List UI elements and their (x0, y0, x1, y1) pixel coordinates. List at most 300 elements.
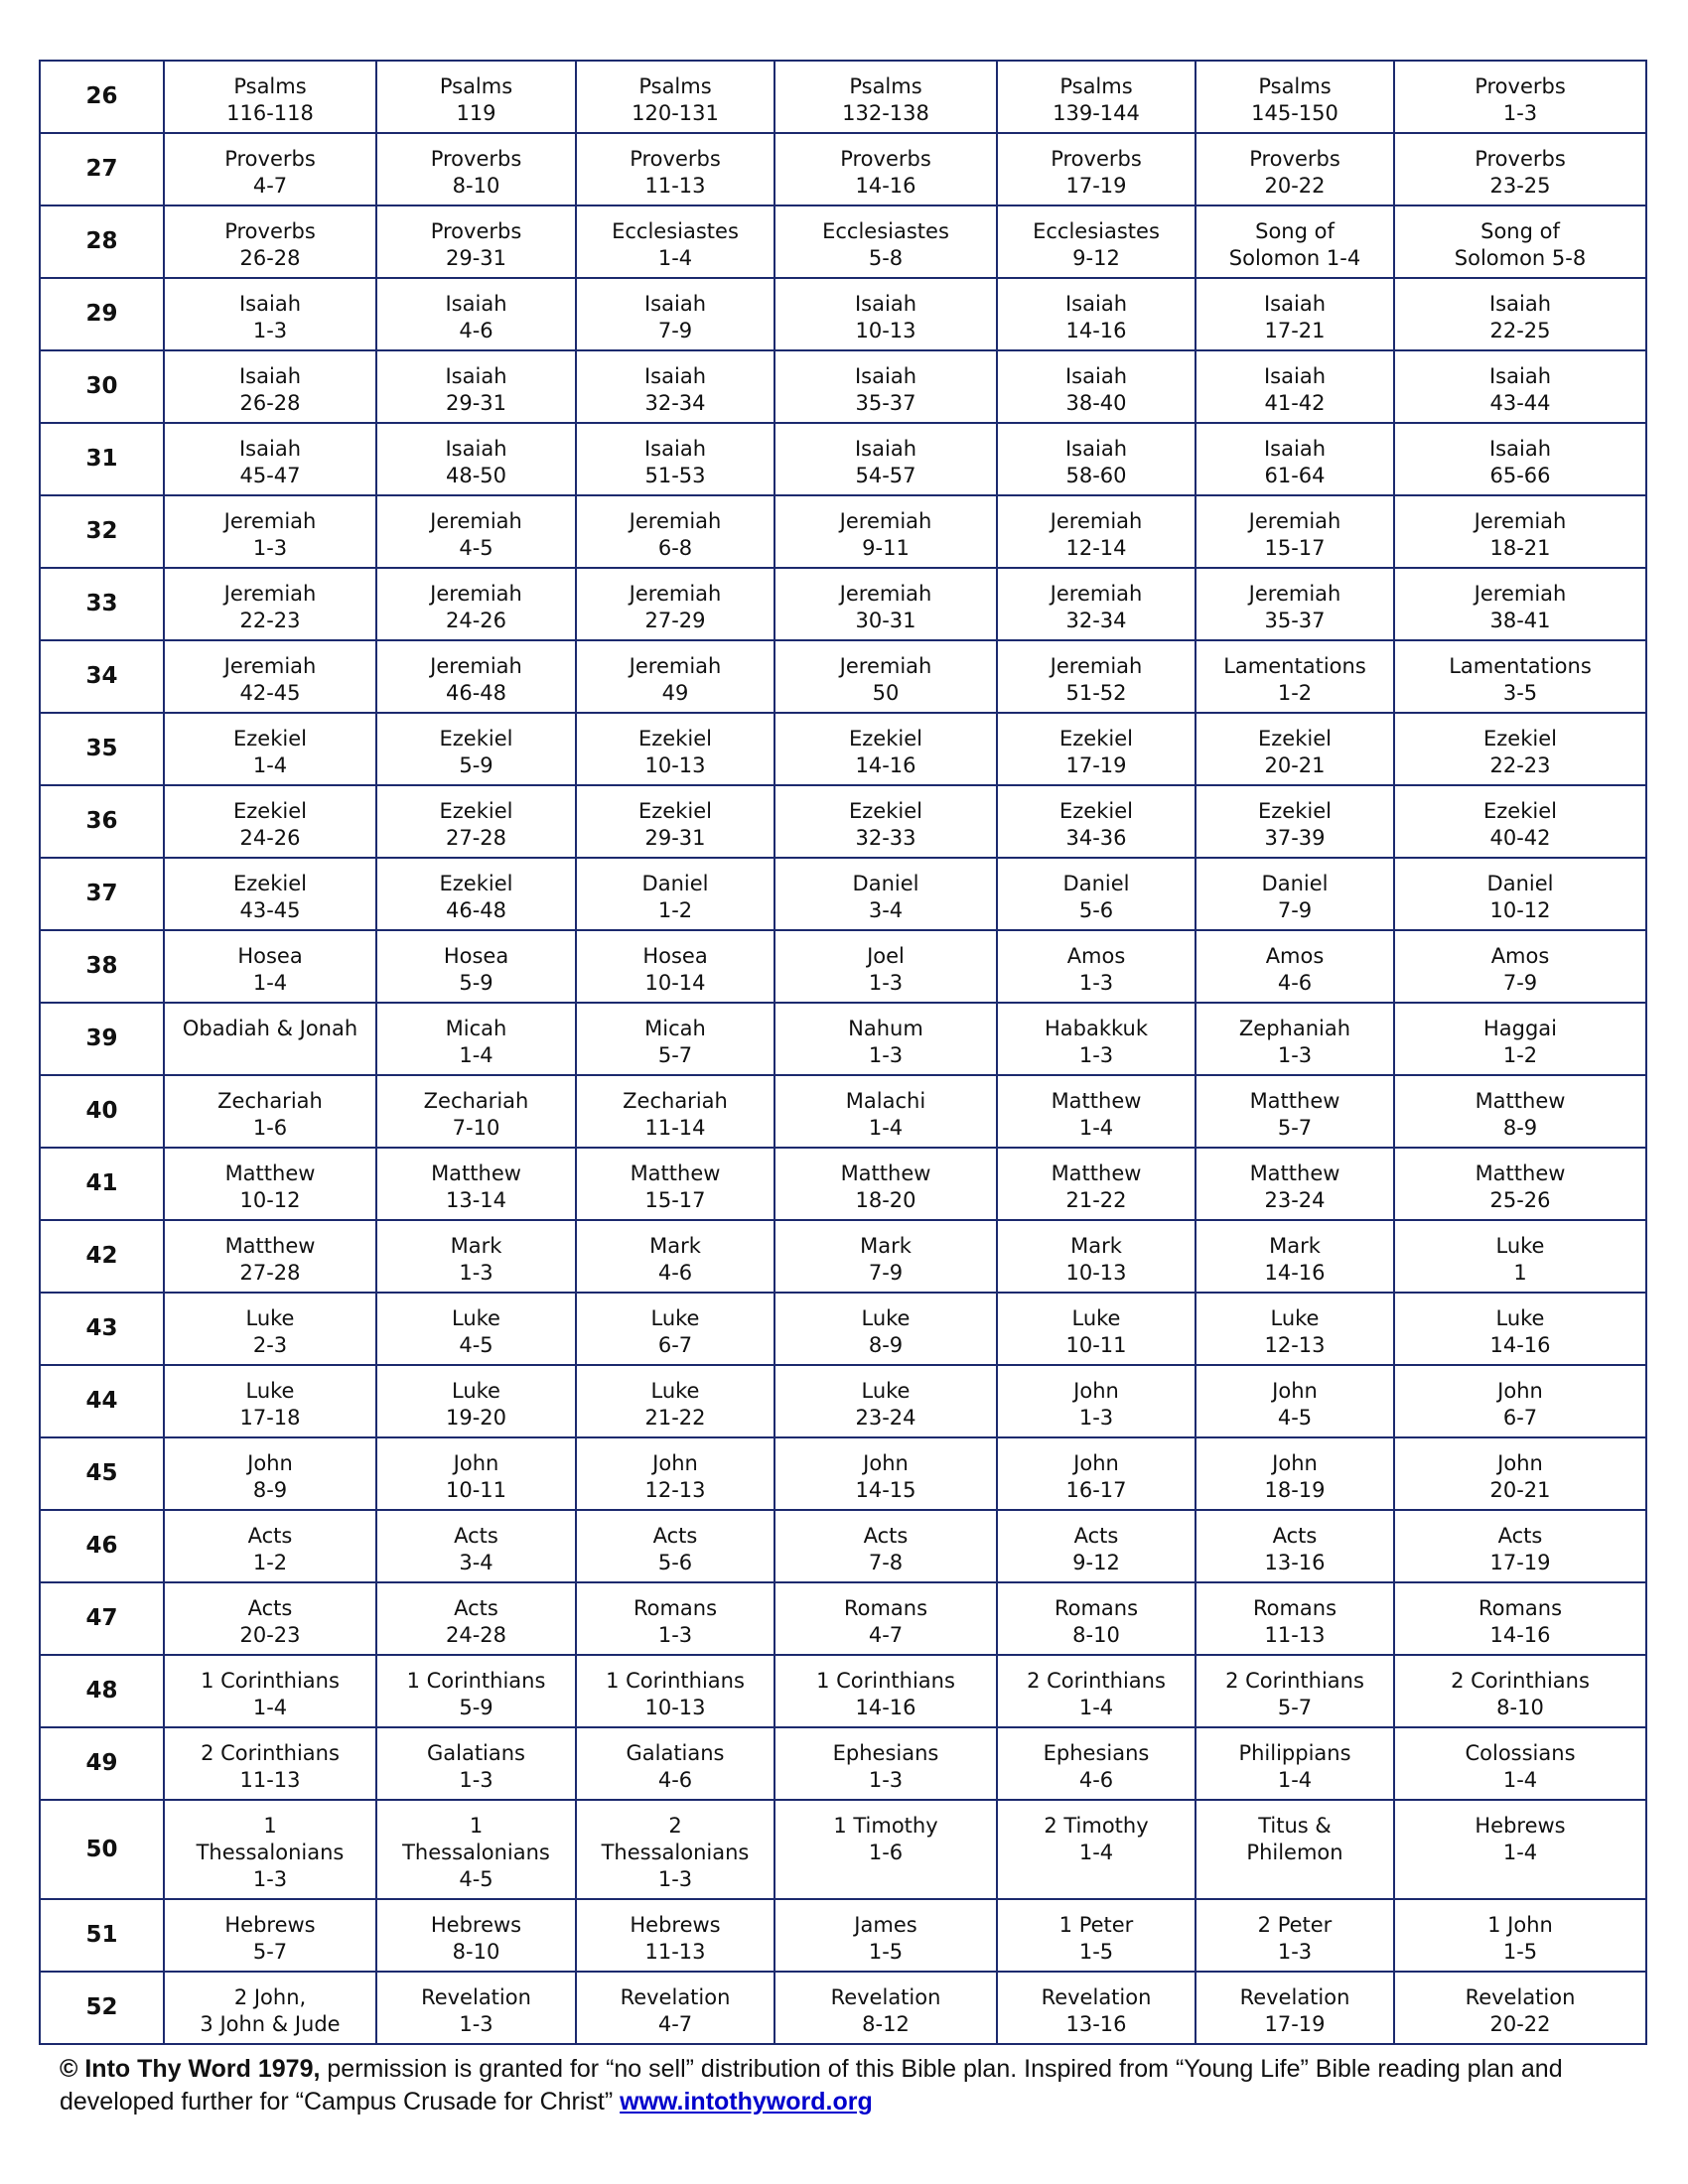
reading-text: 4-6 (1277, 971, 1313, 995)
reading-cell (1394, 640, 1646, 713)
reading-text: Thessalonians (402, 1841, 550, 1864)
reading-cell (774, 205, 997, 278)
reading-text: Proverbs (1475, 74, 1566, 98)
reading-cell (164, 1220, 376, 1293)
reading-cell (576, 1148, 774, 1220)
reading-cell (164, 568, 376, 640)
reading-text: 24-26 (445, 609, 507, 632)
reading-cell (576, 205, 774, 278)
week-number: 29 (40, 278, 164, 350)
reading-text: 1-3 (657, 1623, 693, 1647)
reading-text: 1-3 (459, 2012, 493, 2036)
reading-text: James (854, 1913, 917, 1937)
reading-text: 13-16 (1264, 1551, 1326, 1574)
reading-text: 8-9 (868, 1333, 904, 1357)
reading-text: Acts (454, 1524, 498, 1548)
reading-text: Luke (650, 1379, 700, 1403)
reading-text: 1 (263, 1814, 277, 1838)
reading-text: 58-60 (1065, 464, 1127, 487)
reading-text: Romans (1252, 1596, 1337, 1620)
week-row (40, 1727, 1646, 1800)
reading-cell (774, 1075, 997, 1148)
reading-text: Luke (861, 1379, 911, 1403)
reading-text: Proverbs (224, 219, 316, 243)
reading-text: 8-10 (1072, 1623, 1120, 1647)
reading-text: 8-12 (862, 2012, 910, 2036)
reading-text: Isaiah (854, 292, 916, 316)
reading-text: 6-7 (1502, 1406, 1538, 1430)
reading-cell (1394, 1800, 1646, 1899)
reading-text: 29-31 (445, 391, 507, 415)
reading-cell (164, 1437, 376, 1510)
reading-text: Matthew (1475, 1161, 1566, 1185)
reading-cell (774, 1972, 997, 2044)
reading-cell (997, 278, 1196, 350)
reading-cell (164, 350, 376, 423)
reading-text: Micah (445, 1017, 507, 1040)
reading-text: 46-48 (445, 681, 507, 705)
reading-text: 41-42 (1264, 391, 1326, 415)
reading-text: 1 John (1487, 1913, 1553, 1937)
reading-cell (774, 1293, 997, 1365)
reading-text: 10-13 (1065, 1261, 1127, 1285)
reading-text: Romans (1054, 1596, 1139, 1620)
reading-text: 11-13 (1264, 1623, 1326, 1647)
reading-cell (576, 640, 774, 713)
reading-text: Ezekiel (849, 799, 922, 823)
reading-text: Jeremiah (629, 582, 722, 606)
reading-text: Joel (867, 944, 905, 968)
reading-text: Mark (1070, 1234, 1122, 1258)
reading-text: 139-144 (1053, 101, 1140, 125)
reading-text: Isaiah (1064, 437, 1127, 461)
reading-text: 7-9 (657, 319, 693, 342)
reading-text: 15-17 (1264, 536, 1326, 560)
reading-text: 9-12 (1072, 246, 1120, 270)
reading-text: John (1272, 1379, 1318, 1403)
reading-cell (164, 423, 376, 495)
reading-cell (164, 1075, 376, 1148)
reading-text: 14-16 (1489, 1623, 1551, 1647)
reading-cell (1196, 640, 1394, 713)
reading-cell (576, 1972, 774, 2044)
reading-text: Psalms (1258, 74, 1332, 98)
reading-text: 13-14 (445, 1188, 507, 1212)
reading-text: Isaiah (1488, 292, 1551, 316)
week-number: 39 (40, 1003, 164, 1075)
reading-text: 5-9 (459, 971, 493, 995)
reading-text: 1 Corinthians (606, 1669, 745, 1693)
reading-text: 116-118 (226, 101, 314, 125)
reading-cell (1394, 1510, 1646, 1582)
reading-text: Isaiah (238, 437, 301, 461)
website-link[interactable]: www.intothyword.org (620, 2088, 873, 2116)
reading-cell (774, 1655, 997, 1727)
reading-cell (576, 568, 774, 640)
reading-text: 1-4 (1078, 1696, 1114, 1719)
reading-text: Isaiah (1263, 437, 1326, 461)
reading-text: 8-10 (452, 1940, 500, 1964)
reading-text: John (863, 1451, 909, 1475)
reading-cell (164, 1148, 376, 1220)
reading-text: 10-12 (1489, 898, 1551, 922)
reading-cell (1394, 1003, 1646, 1075)
reading-text: Proverbs (430, 147, 522, 171)
reading-text: 12-13 (1264, 1333, 1326, 1357)
week-row (40, 1800, 1646, 1899)
reading-text: Luke (452, 1379, 500, 1403)
reading-text: Isaiah (1263, 292, 1326, 316)
reading-text: Ezekiel (849, 727, 922, 751)
reading-cell (1394, 1148, 1646, 1220)
reading-text: Ecclesiastes (612, 219, 739, 243)
reading-text: John (1073, 1379, 1119, 1403)
week-number: 42 (40, 1220, 164, 1293)
reading-cell (774, 1220, 997, 1293)
reading-text: Micah (644, 1017, 706, 1040)
reading-text: Psalms (233, 74, 307, 98)
reading-text: Solomon 5-8 (1454, 246, 1587, 270)
reading-cell (1196, 1510, 1394, 1582)
reading-cell (774, 1365, 997, 1437)
reading-text: 2 Corinthians (1451, 1669, 1590, 1693)
reading-text: Acts (1497, 1524, 1543, 1548)
reading-text: Revelation (1465, 1985, 1576, 2009)
reading-text: 1-3 (252, 319, 288, 342)
reading-text: Daniel (641, 872, 709, 895)
reading-cell (1196, 1148, 1394, 1220)
reading-text: John (1073, 1451, 1119, 1475)
reading-text: Ecclesiastes (1033, 219, 1160, 243)
reading-text: 4-5 (1277, 1406, 1313, 1430)
reading-text: Jeremiah (430, 509, 522, 533)
reading-text: 48-50 (445, 464, 507, 487)
reading-text: 43-44 (1489, 391, 1551, 415)
reading-text: Luke (861, 1306, 911, 1330)
reading-text: Ezekiel (439, 872, 513, 895)
reading-cell (376, 1075, 576, 1148)
reading-text: Ezekiel (233, 799, 307, 823)
reading-cell (576, 1655, 774, 1727)
reading-text: 5-7 (657, 1043, 693, 1067)
reading-text: 23-24 (855, 1406, 916, 1430)
reading-text: Zechariah (423, 1089, 529, 1113)
reading-cell (576, 423, 774, 495)
reading-text: Proverbs (630, 147, 721, 171)
reading-text: 20-22 (1489, 2012, 1551, 2036)
reading-cell (1394, 568, 1646, 640)
week-number: 38 (40, 930, 164, 1003)
reading-text: 1-3 (252, 1867, 288, 1891)
reading-text: Isaiah (1488, 437, 1551, 461)
week-number: 33 (40, 568, 164, 640)
reading-cell (774, 1582, 997, 1655)
reading-cell (1394, 1655, 1646, 1727)
reading-text: 1-3 (868, 1043, 904, 1067)
reading-text: Luke (1495, 1234, 1545, 1258)
reading-text: Jeremiah (1474, 582, 1567, 606)
reading-text: 46-48 (445, 898, 507, 922)
reading-text: Isaiah (238, 364, 301, 388)
reading-text: Jeremiah (430, 582, 522, 606)
reading-cell (576, 1293, 774, 1365)
reading-cell (376, 1510, 576, 1582)
reading-cell (376, 1727, 576, 1800)
week-number: 36 (40, 785, 164, 858)
reading-cell (1196, 1365, 1394, 1437)
reading-text: 1-4 (459, 1043, 493, 1067)
reading-text: Proverbs (1051, 147, 1142, 171)
reading-text: 5-7 (252, 1940, 288, 1964)
reading-cell (576, 495, 774, 568)
reading-cell (376, 1972, 576, 2044)
reading-text: Matthew (224, 1234, 316, 1258)
reading-text: 1-6 (252, 1116, 288, 1140)
reading-text: Song of (1255, 219, 1335, 243)
reading-text: 24-26 (239, 826, 301, 850)
reading-text: 4-6 (459, 319, 493, 342)
reading-text: Matthew (1475, 1089, 1566, 1113)
reading-cell (997, 1655, 1196, 1727)
reading-text: Acts (454, 1596, 498, 1620)
reading-text: 34-36 (1065, 826, 1127, 850)
reading-text: 35-37 (855, 391, 916, 415)
reading-text: Zechariah (623, 1089, 728, 1113)
reading-text: 32-33 (855, 826, 916, 850)
reading-cell (376, 133, 576, 205)
reading-text: 27-28 (445, 826, 507, 850)
reading-text: Matthew (224, 1161, 316, 1185)
reading-cell (376, 423, 576, 495)
reading-text: 14-16 (855, 753, 916, 777)
reading-text: Jeremiah (839, 654, 932, 678)
reading-cell (997, 640, 1196, 713)
reading-cell (376, 1003, 576, 1075)
reading-text: 17-19 (1065, 174, 1127, 198)
reading-cell (997, 930, 1196, 1003)
reading-text: Nahum (848, 1017, 923, 1040)
reading-text: Ezekiel (233, 727, 307, 751)
reading-cell (376, 1365, 576, 1437)
reading-text: Revelation (1239, 1985, 1350, 2009)
reading-text: Mark (1269, 1234, 1321, 1258)
reading-cell (997, 1582, 1196, 1655)
reading-text: Proverbs (1249, 147, 1340, 171)
reading-text: Mark (450, 1234, 502, 1258)
reading-text: 3-5 (1502, 681, 1538, 705)
reading-text: Ezekiel (638, 799, 712, 823)
reading-text: 27-28 (239, 1261, 301, 1285)
reading-cell (164, 640, 376, 713)
reading-text: 2 Corinthians (1027, 1669, 1166, 1693)
reading-text: Jeremiah (629, 654, 722, 678)
reading-text: 6-7 (657, 1333, 693, 1357)
reading-text: 1-4 (657, 246, 693, 270)
reading-cell (164, 713, 376, 785)
reading-text: Isaiah (445, 292, 507, 316)
reading-text: 18-21 (1489, 536, 1551, 560)
reading-text: Isaiah (854, 437, 916, 461)
reading-text: 40-42 (1489, 826, 1551, 850)
week-row (40, 1003, 1646, 1075)
reading-text: Lamentations (1223, 654, 1366, 678)
reading-text: Psalms (439, 74, 513, 98)
reading-text: Haggai (1482, 1017, 1558, 1040)
reading-text: Hosea (642, 944, 708, 968)
reading-text: 54-57 (855, 464, 916, 487)
reading-text: Ezekiel (1059, 727, 1133, 751)
reading-text: Zechariah (217, 1089, 323, 1113)
reading-cell (1196, 1075, 1394, 1148)
reading-cell (1196, 1003, 1394, 1075)
reading-text: Malachi (845, 1089, 926, 1113)
reading-cell (1196, 1800, 1394, 1899)
reading-text: 1-3 (868, 1768, 904, 1792)
week-number: 46 (40, 1510, 164, 1582)
reading-text: 7-9 (868, 1261, 904, 1285)
reading-text: 42-45 (239, 681, 301, 705)
reading-text: John (247, 1451, 293, 1475)
reading-cell (576, 1437, 774, 1510)
reading-cell (1394, 858, 1646, 930)
week-number: 51 (40, 1899, 164, 1972)
reading-cell (774, 1727, 997, 1800)
week-number: 26 (40, 61, 164, 133)
reading-text: Ephesians (1043, 1741, 1150, 1765)
reading-text: 16-17 (1065, 1478, 1127, 1502)
reading-text: Isaiah (238, 292, 301, 316)
reading-cell (164, 61, 376, 133)
reading-text: 5-6 (1078, 898, 1114, 922)
reading-text: 45-47 (239, 464, 301, 487)
reading-text: 37-39 (1264, 826, 1326, 850)
reading-text: 1-4 (1078, 1841, 1114, 1864)
reading-cell (376, 1800, 576, 1899)
reading-cell (774, 1148, 997, 1220)
reading-cell (1394, 1437, 1646, 1510)
reading-cell (774, 640, 997, 713)
week-number: 40 (40, 1075, 164, 1148)
week-row (40, 640, 1646, 713)
reading-cell (1196, 350, 1394, 423)
reading-cell (997, 858, 1196, 930)
reading-text: Matthew (1051, 1161, 1142, 1185)
reading-text: Proverbs (840, 147, 931, 171)
reading-text: 8-9 (1502, 1116, 1538, 1140)
reading-text: 5-9 (459, 1696, 493, 1719)
reading-text: 10-13 (644, 753, 706, 777)
week-number: 32 (40, 495, 164, 568)
reading-text: Jeremiah (1050, 582, 1143, 606)
reading-text: 15-17 (644, 1188, 706, 1212)
reading-text: 1-4 (1502, 1841, 1538, 1864)
reading-text: Song of (1480, 219, 1560, 243)
reading-cell (1394, 205, 1646, 278)
reading-cell (1394, 495, 1646, 568)
reading-text: Luke (245, 1379, 295, 1403)
reading-text: 22-23 (239, 609, 301, 632)
reading-cell (997, 1800, 1196, 1899)
reading-cell (376, 278, 576, 350)
week-row (40, 495, 1646, 568)
week-row (40, 1148, 1646, 1220)
reading-text: Solomon 1-4 (1228, 246, 1361, 270)
reading-cell (1394, 1220, 1646, 1293)
reading-cell (376, 1899, 576, 1972)
reading-cell (376, 1148, 576, 1220)
week-number: 30 (40, 350, 164, 423)
reading-text: Galatians (626, 1741, 725, 1765)
week-number: 27 (40, 133, 164, 205)
reading-cell (164, 1972, 376, 2044)
week-row (40, 1293, 1646, 1365)
reading-text: 4-5 (459, 1867, 493, 1891)
reading-text: Matthew (431, 1161, 521, 1185)
week-row (40, 713, 1646, 785)
reading-text: 21-22 (1065, 1188, 1127, 1212)
reading-text: 145-150 (1251, 101, 1338, 125)
reading-cell (1196, 1437, 1394, 1510)
reading-text: Ezekiel (1483, 799, 1557, 823)
reading-text: 3-4 (459, 1551, 493, 1574)
reading-text: 5-6 (657, 1551, 693, 1574)
reading-cell (997, 1727, 1196, 1800)
reading-cell (164, 1727, 376, 1800)
reading-text: Revelation (421, 1985, 531, 2009)
reading-cell (1196, 205, 1394, 278)
reading-cell (576, 61, 774, 133)
reading-cell (164, 205, 376, 278)
reading-cell (1196, 133, 1394, 205)
week-number: 41 (40, 1148, 164, 1220)
reading-text: Hebrews (224, 1913, 316, 1937)
reading-text: Ezekiel (1483, 727, 1557, 751)
week-row (40, 1510, 1646, 1582)
reading-cell (376, 930, 576, 1003)
reading-cell (997, 1510, 1196, 1582)
reading-text: 23-25 (1489, 174, 1551, 198)
reading-cell (1394, 1727, 1646, 1800)
week-number: 34 (40, 640, 164, 713)
reading-cell (1394, 785, 1646, 858)
reading-text: 1-3 (868, 971, 904, 995)
reading-text: 35-37 (1264, 609, 1326, 632)
reading-cell (997, 495, 1196, 568)
reading-text: 17-21 (1264, 319, 1326, 342)
reading-cell (164, 1800, 376, 1899)
reading-text: Jeremiah (839, 582, 932, 606)
reading-text: 14-16 (855, 174, 916, 198)
reading-text: 50 (872, 681, 900, 705)
reading-cell (1394, 1075, 1646, 1148)
reading-text: 1-6 (868, 1841, 904, 1864)
reading-text: 51-52 (1065, 681, 1127, 705)
reading-text: Jeremiah (223, 654, 317, 678)
week-row (40, 1365, 1646, 1437)
reading-text: Isaiah (643, 437, 706, 461)
reading-cell (774, 1800, 997, 1899)
reading-text: Luke (650, 1306, 700, 1330)
reading-text: 26-28 (239, 246, 301, 270)
reading-text: Titus & (1258, 1814, 1332, 1838)
reading-cell (164, 1655, 376, 1727)
week-row (40, 61, 1646, 133)
reading-cell (376, 1220, 576, 1293)
reading-text: 17-19 (1264, 2012, 1326, 2036)
reading-text: 1-4 (1502, 1768, 1538, 1792)
reading-text: Romans (843, 1596, 928, 1620)
reading-text: 119 (456, 101, 496, 125)
